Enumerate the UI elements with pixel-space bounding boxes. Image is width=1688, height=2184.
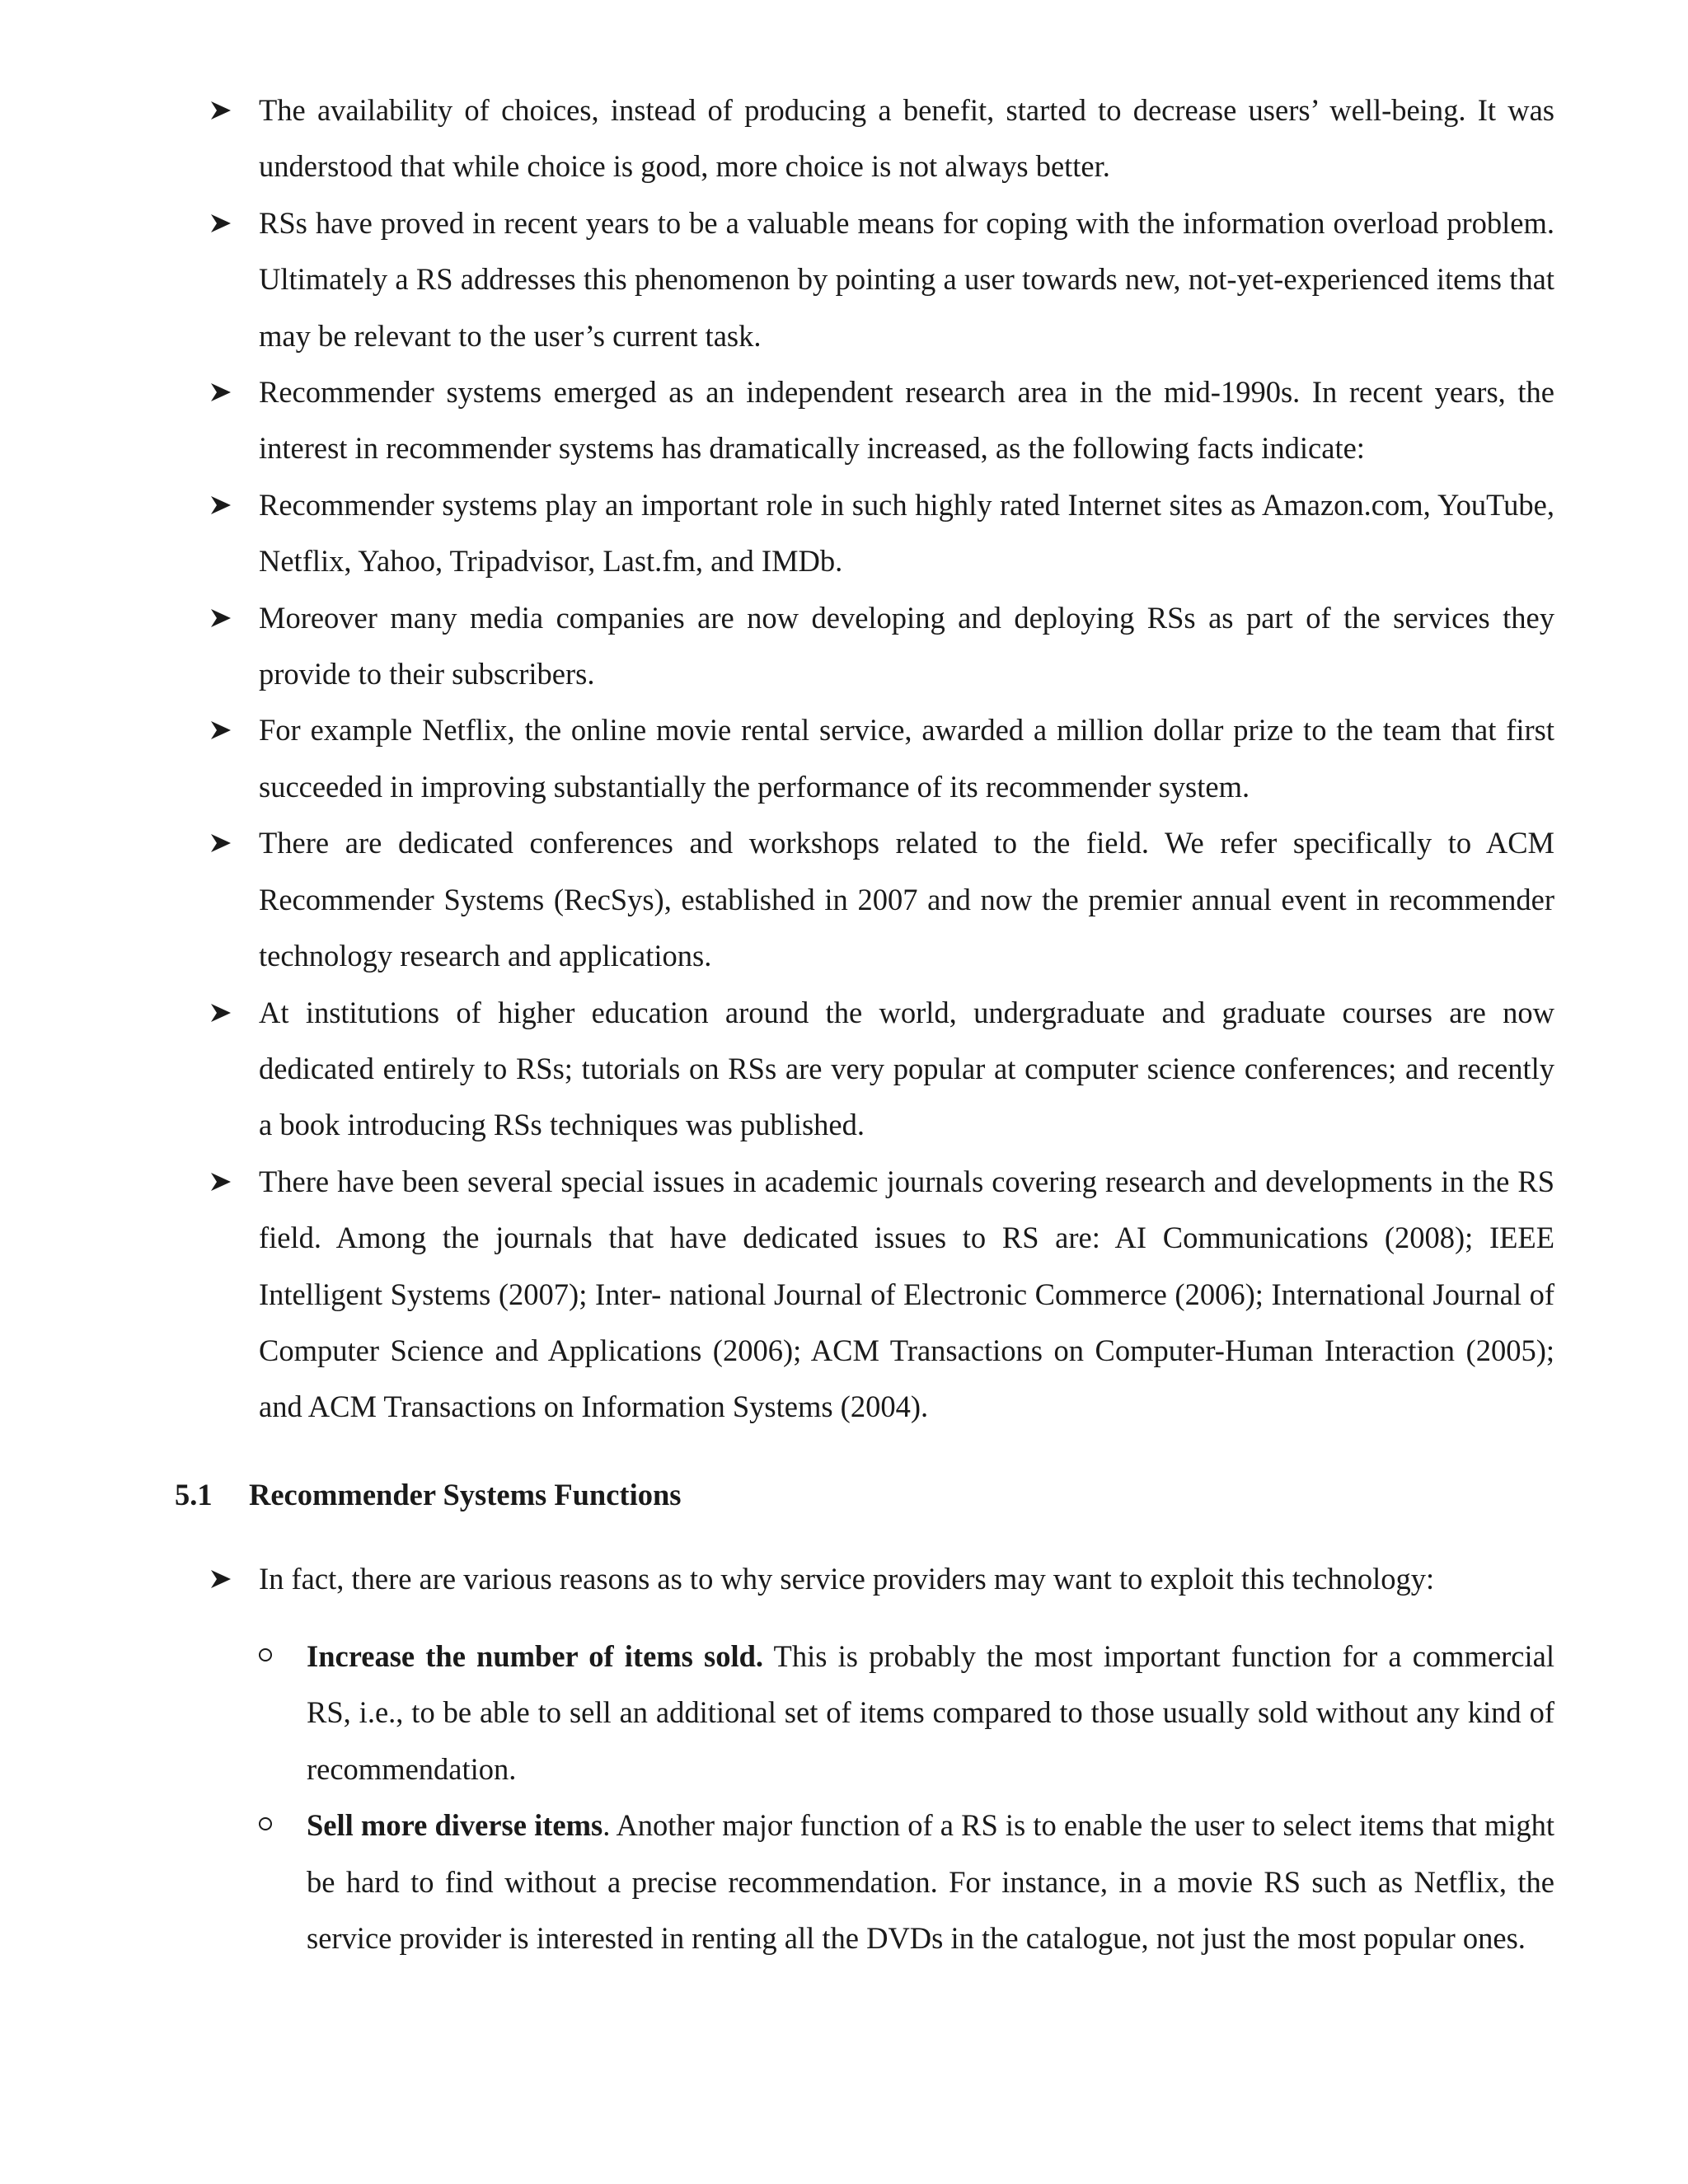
bullet-text: Moreover many media companies are now developing and deploying RSs as part of the services they provide to their subscribers. xyxy=(259,600,1554,691)
arrow-bullet-icon xyxy=(209,590,234,646)
arrow-bullet-icon xyxy=(209,815,234,871)
intro-text: In fact, there are various reasons as to why service providers may want to exploit this technology: xyxy=(259,1562,1435,1596)
circle-bullet-icon xyxy=(259,1648,272,1661)
list-item xyxy=(209,195,1554,364)
function-list xyxy=(257,1629,1554,1966)
list-item xyxy=(209,590,1554,703)
arrow-bullet-icon xyxy=(209,702,234,758)
bullet-text: RSs have proved in recent years to be a valuable means for coping with the information overload problem. Ultimately a RS addresses this phenomenon by pointing a user towards new, not-yet-experienced items that may be relevant to the user’s current task. xyxy=(259,205,1554,353)
bullet-text: There have been several special issues in academic journals covering research and developments in the RS field. Among the journals that have dedicated issues to RS are: AI Communications (2008); IEEE Intelligent Systems (2007); Inter- national Journal of Electronic Commerce (2006); International Journal of Computer Science and Applications (2006); ACM Transactions on Computer-Human Interaction (2005); and ACM Transactions on Information Systems (2004). xyxy=(259,1164,1554,1424)
bullet-text: For example Netflix, the online movie rental service, awarded a million dollar prize to the team that first succeeded in improving substantially the performance of its recommender system. xyxy=(259,713,1554,804)
bullet-text: Recommender systems emerged as an independent research area in the mid-1990s. In recent years, the interest in recommender systems has dramatically increased, as the following facts indicate: xyxy=(259,375,1554,466)
section-heading xyxy=(175,1467,681,1523)
list-item xyxy=(209,1551,1554,1607)
arrow-bullet-icon xyxy=(209,1154,234,1210)
list-item xyxy=(209,364,1554,477)
bullet-text: There are dedicated conferences and workshops related to the field. We refer specifically to ACM Recommender Systems (RecSys), established in 2007 and now the premier annual event in recommender technology research and applications. xyxy=(259,826,1554,973)
item-body: This is probably the most important function for a commercial RS, i.e., to be able to sell an additional set of items compared to those usually sold without any kind of recommendation. xyxy=(307,1639,1554,1786)
item-lead: Increase the number of items sold. xyxy=(307,1639,764,1673)
bullet-list xyxy=(209,82,1554,1436)
arrow-bullet-icon xyxy=(209,364,234,420)
list-item xyxy=(257,1629,1554,1797)
list-item xyxy=(209,815,1554,984)
list-item xyxy=(209,985,1554,1154)
intro-list xyxy=(209,1551,1554,1607)
list-item xyxy=(209,477,1554,590)
arrow-bullet-icon xyxy=(209,477,234,533)
bullet-text: At institutions of higher education around the world, undergraduate and graduate courses are now dedicated entirely to RSs; tutorials on RSs are very popular at computer science conferences; and recently a book introducing RSs techniques was published. xyxy=(259,995,1554,1142)
sub-text xyxy=(307,1797,1554,1966)
item-lead: Sell more diverse items xyxy=(307,1808,603,1843)
bullet-text: Recommender systems play an important role in such highly rated Internet sites as Amazon.com, YouTube, Netflix, Yahoo, Tripadvisor, Last.fm, and IMDb. xyxy=(259,487,1554,579)
bullet-text: The availability of choices, instead of producing a benefit, started to decrease users’ well-being. It was understood that while choice is good, more choice is not always better. xyxy=(259,93,1554,184)
list-item xyxy=(209,1154,1554,1436)
section-title: Recommender Systems Functions xyxy=(249,1478,682,1511)
arrow-bullet-icon xyxy=(209,985,234,1041)
list-item xyxy=(257,1797,1554,1966)
circle-bullet-icon xyxy=(259,1817,272,1830)
arrow-bullet-icon xyxy=(209,1551,234,1607)
section-number: 5.1 xyxy=(175,1478,213,1511)
arrow-bullet-icon xyxy=(209,82,234,138)
arrow-bullet-icon xyxy=(209,195,234,251)
list-item xyxy=(209,702,1554,815)
sub-text xyxy=(307,1629,1554,1797)
list-item xyxy=(209,82,1554,195)
item-body: . Another major function of a RS is to enable the user to select items that might be hard to find without a precise recommendation. For instance, in a movie RS such as Netflix, the service provider is interested in renting all the DVDs in the catalogue, not just the most popular ones. xyxy=(307,1808,1554,1956)
